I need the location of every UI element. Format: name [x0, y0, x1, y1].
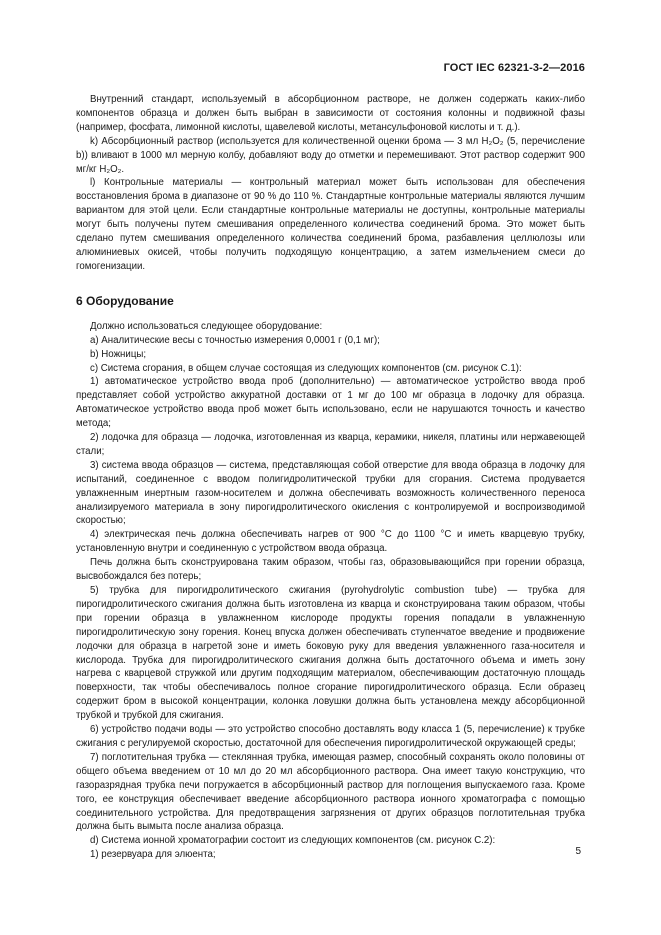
list-item-c6: 6) устройство подачи воды — это устройство способно доставлять воду класса 1 (5, перечисление) к трубке сжигания с регулируемой скоростью, достаточной для обеспечения пирогидролитической окружающей среды;: [76, 724, 585, 749]
paragraph-equipment-intro: Должно использоваться следующее оборудование:: [90, 320, 323, 332]
document-body: [76, 93, 585, 862]
list-item-c5: 5) трубка для пирогидролитического сжигания (pyrohydrolytic combustion tube) — трубка для пирогидролитического сжигания должна быть изготовлена из кварца и сконструирована таким образом, чтобы при горении образца в увлажненном кислороде продукты горения попадали в увлажненную пирогидролитическую зону горения. Конец впуска должен обеспечивать ступенчатое введение и продвижение лодочки для образца в нагретой зоне и иметь боковую руку для введения увлажненного газа-носителя и кислорода. Трубка для пирогидролитического сжигания должна быть достаточного объема и иметь зону нагрева с кварцевой стружкой или другим подходящим материалом, обеспечивающим достаточную площадь поверхности, так чтобы обеспечивалось полное сгорание пирогидролитического образца. Если образец содержит бром в высокой концентрации, колонка ловушки должна быть установлена между абсорбционной трубкой и трубкой для сжигания.: [76, 585, 585, 722]
paragraph-control-materials: l) Контрольные материалы — контрольный материал может быть использован для обеспечения восстановления брома в диапазоне от 90 % до 110 %. Стандартные контрольные материалы являются лучшим вариантом для этой цели. Если стандартные контрольные материалы не доступны, контрольные материалы могут быть получены путем смешивания определенного количества соединений брома. Это может быть сделано путем смешивания определенного количества соединений брома, разбавления целлюлозы или алюминиевых окисей, чтобы получить подходящую концентрацию, а затем измельчением смеси до гомогенизации.: [76, 177, 585, 272]
paragraph-furnace-note: Печь должна быть сконструирована таким образом, чтобы газ, образовывающийся при горении образца, высвобождался без потерь;: [76, 557, 585, 583]
section-title: 6 Оборудование: [76, 293, 174, 308]
list-item-d: d) Система ионной хроматографии состоит из следующих компонентов (см. рисунок С.2):: [90, 835, 496, 847]
paragraph-internal-standard: Внутренний стандарт, используемый в абсорбционном растворе, не должен содержать каких-либо компонентов образца и должен быть выбран в зависимости от состояния колонны и подвижной фазы (например, фосфата, лимонной кислоты, щавелевой кислоты, метансульфоновой кислоты и т. д.).: [76, 94, 585, 133]
list-item-c3: 3) система ввода образцов — система, представляющая собой отверстие для ввода образца в лодочку для испытаний, соединенное с вводом полигидролитической трубки для сгорания. Система продувается увлажненным инертным газом-носителем и должна обеспечивать возможность количественного переноса анализируемого материала в зону пирогидролитического окисления с контролируемой и воспроизводимой скоростью;: [76, 459, 585, 527]
list-item-d1: 1) резервуара для элюента;: [90, 849, 216, 861]
list-item-c1: 1) автоматическое устройство ввода проб (дополнительно) — автоматическое устройство ввода проб представляет собой устройство аккуратной доставки от 1 мг до 100 мг образца в лодочку для образца. Автоматическое устройство ввода проб может быть использовано, если не нарушаются точность и качество метода;: [76, 376, 585, 430]
paragraph-absorption-solution: k) Абсорбционный раствор (используется для количественной оценки брома — 3 мл H₂O₂ (5, перечисление b)) вливают в 1000 мл мерную колбу, добавляют воду до отметки и перемешивают. Этот раствор содержит 900 мг/кг H₂O₂.: [76, 135, 585, 175]
list-item-a: a) Аналитические весы с точностью измерения 0,0001 г (0,1 мг);: [90, 334, 380, 346]
page-number: 5: [575, 846, 581, 857]
list-item-c2: 2) лодочка для образца — лодочка, изготовленная из кварца, керамики, никеля, платины или нержавеющей стали;: [76, 432, 585, 457]
list-item-c: c) Система сгорания, в общем случае состоящая из следующих компонентов (см. рисунок С.1):: [90, 362, 522, 374]
document-code-header: ГОСТ IEC 62321-3-2—2016: [443, 62, 585, 74]
list-item-c7: 7) поглотительная трубка — стеклянная трубка, имеющая размер, способный сохранять около половины от общего объема введением от 10 мл до 20 мл абсорбционного раствора. Она имеет такую конструкцию, что газоразрядная трубка печи погружается в абсорбционный раствор для поглощения выпускаемого газа. Кроме того, ее конструкция обеспечивает введение абсорбционного раствора ионного хроматографа с помощью соединительного устройства. Для предотвращения загрязнения от других образцов поглотительная трубка должна быть вымыта после анализа образца.: [76, 751, 585, 833]
list-item-b: b) Ножницы;: [90, 348, 147, 360]
list-item-c4: 4) электрическая печь должна обеспечивать нагрев от 900 °С до 1100 °С и иметь кварцевую трубку, установленную внутри и соединенную с устройством ввода образца.: [76, 529, 585, 555]
